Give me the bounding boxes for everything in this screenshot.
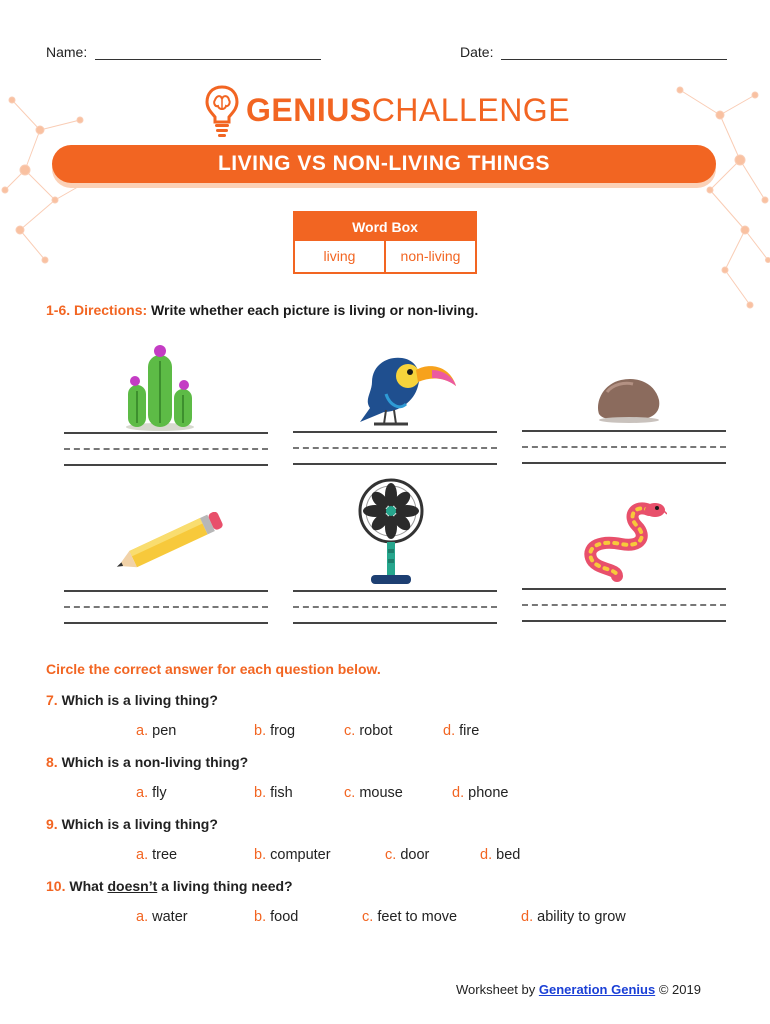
- directions-text: Write whether each picture is living or non-living.: [151, 302, 479, 318]
- word-box-title: Word Box: [295, 213, 475, 241]
- cactus-icon: [122, 343, 198, 431]
- question-text-emphasis: doesn’t: [107, 878, 158, 894]
- q9-option-b[interactable]: b. computer: [254, 847, 331, 863]
- footer-link[interactable]: Generation Genius: [538, 982, 656, 997]
- question-text: Which is a living thing?: [61, 816, 218, 832]
- answer-line-6[interactable]: [522, 588, 726, 622]
- question-10: [46, 878, 293, 894]
- mc-instruction: Circle the correct answer for each question below.: [46, 661, 381, 677]
- q7-option-c[interactable]: c. robot: [344, 723, 393, 739]
- q8-option-a[interactable]: a. fly: [136, 785, 167, 801]
- decorative-network-right: [650, 60, 770, 320]
- footer: [456, 982, 701, 997]
- q9-option-d[interactable]: d. bed: [480, 847, 521, 863]
- q10-option-b[interactable]: b. food: [254, 909, 299, 925]
- q9-option-a[interactable]: a. tree: [136, 847, 178, 863]
- q10-option-c[interactable]: c. feet to move: [362, 909, 458, 925]
- fan-icon: [357, 477, 425, 587]
- word-box-row: [295, 241, 475, 272]
- directions: [46, 302, 478, 318]
- name-field[interactable]: [46, 44, 321, 60]
- question-number: 9.: [46, 816, 58, 832]
- q8-option-d[interactable]: d. phone: [452, 785, 509, 801]
- q7-option-b[interactable]: b. frog: [254, 723, 296, 739]
- lightbulb-brain-icon: [204, 84, 240, 138]
- word-box-word: non-living: [384, 241, 475, 272]
- q10-option-a[interactable]: a. water: [136, 909, 188, 925]
- question-text: Which is a living thing?: [61, 692, 218, 708]
- q8-option-c[interactable]: c. mouse: [344, 785, 403, 801]
- date-field[interactable]: [460, 44, 727, 60]
- answer-line-5[interactable]: [293, 590, 497, 624]
- answer-line-1[interactable]: [64, 432, 268, 466]
- question-text-post: a living thing need?: [157, 878, 293, 894]
- question-7: [46, 692, 218, 708]
- question-number: 8.: [46, 754, 58, 770]
- question-number: 7.: [46, 692, 58, 708]
- footer-suffix: © 2019: [658, 982, 701, 997]
- question-text-pre: What: [69, 878, 108, 894]
- date-label: Date:: [460, 44, 494, 60]
- name-label: Name:: [46, 44, 88, 60]
- rock-icon: [593, 374, 663, 424]
- toucan-icon: [350, 352, 460, 428]
- logo-text: [246, 92, 570, 129]
- q7-option-d[interactable]: d. fire: [443, 723, 480, 739]
- answer-line-3[interactable]: [522, 430, 726, 464]
- word-box: [293, 211, 477, 274]
- snake-icon: [577, 498, 667, 582]
- answer-line-2[interactable]: [293, 431, 497, 465]
- q7-option-a[interactable]: a. pen: [136, 723, 177, 739]
- answer-line-4[interactable]: [64, 590, 268, 624]
- pencil-icon: [108, 512, 226, 574]
- question-number: 10.: [46, 878, 66, 894]
- word-box-word: living: [323, 248, 356, 264]
- footer-prefix: Worksheet by: [456, 982, 536, 997]
- question-text: Which is a non-living thing?: [61, 754, 249, 770]
- logo-thin: CHALLENGE: [371, 92, 571, 128]
- page-title: LIVING VS NON-LIVING THINGS: [217, 152, 551, 175]
- logo-bold: GENIUS: [246, 92, 372, 128]
- question-8: [46, 754, 248, 770]
- title-banner: [52, 145, 716, 183]
- directions-number: 1-6. Directions:: [46, 302, 148, 318]
- q9-option-c[interactable]: c. door: [385, 847, 430, 863]
- name-blank[interactable]: [95, 45, 321, 60]
- question-9: [46, 816, 218, 832]
- q8-option-b[interactable]: b. fish: [254, 785, 293, 801]
- date-blank[interactable]: [501, 45, 727, 60]
- q10-option-d[interactable]: d. ability to grow: [521, 909, 626, 925]
